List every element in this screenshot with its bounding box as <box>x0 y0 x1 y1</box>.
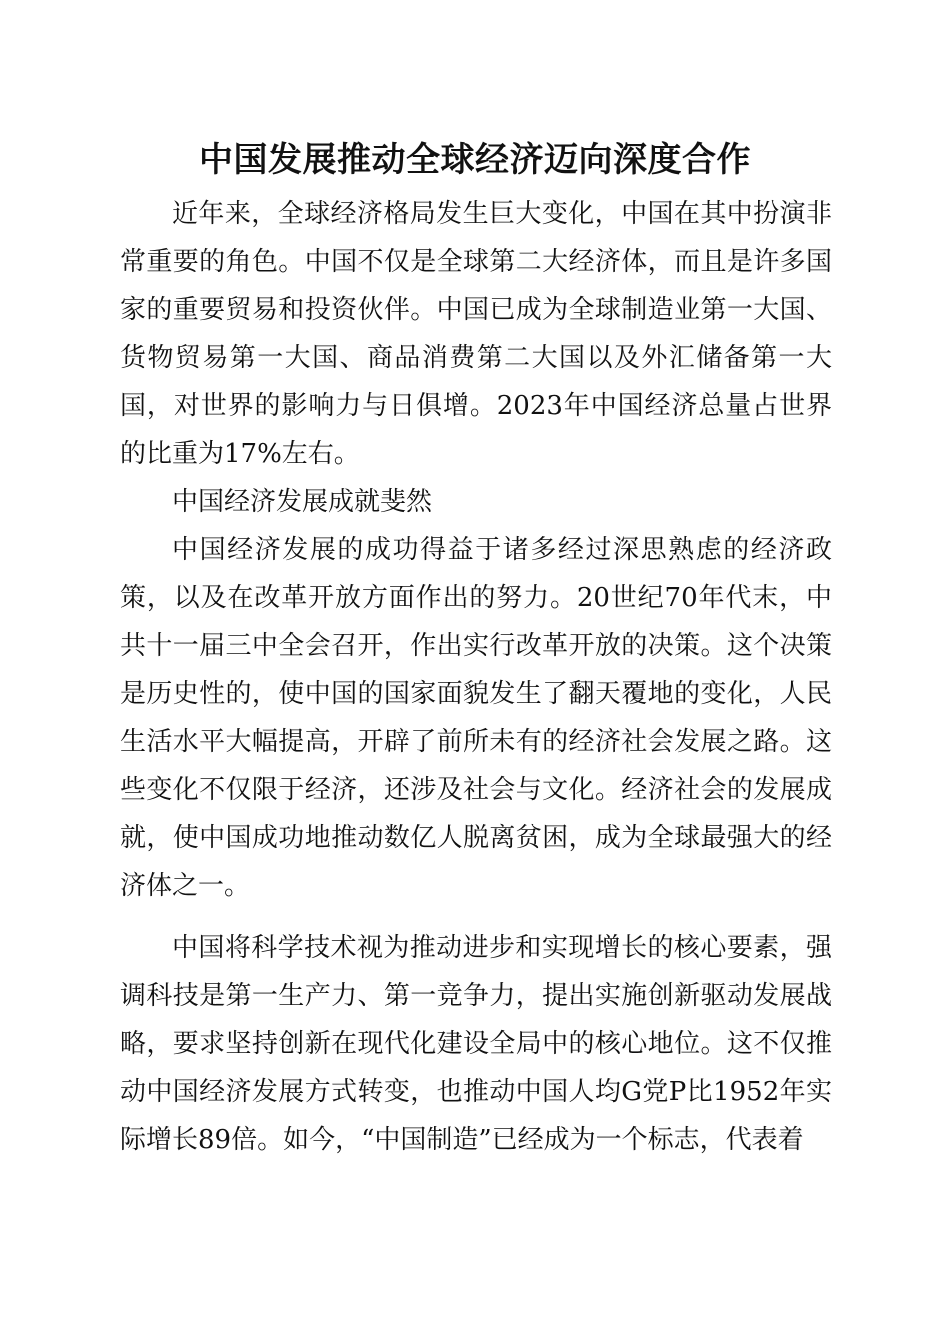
document-body <box>120 190 832 1164</box>
paragraph-reform: 中国经济发展的成功得益于诸多经过深思熟虑的经济政策，以及在改革开放方面作出的努力。20世纪70年代末，中共十一届三中全会召开，作出实行改革开放的决策。这个决策是历史性的，使中国的国家面貌发生了翻天覆地的变化，人民生活水平大幅提高，开辟了前所未有的经济社会发展之路。这些变化不仅限于经济，还涉及社会与文化。经济社会的发展成就，使中国成功地推动数亿人脱离贫困，成为全球最强大的经济体之一。 <box>120 535 832 901</box>
section-heading: 中国经济发展成就斐然 <box>172 487 433 517</box>
paragraph-technology: 中国将科学技术视为推动进步和实现增长的核心要素，强调科技是第一生产力、第一竞争力，提出实施创新驱动发展战略，要求坚持创新在现代化建设全局中的核心地位。这不仅推动中国经济发展方式转变，也推动中国人均G党P比1952年实际增长89倍。如今，“中国制造”已经成为一个标志，代表着 <box>120 933 832 1155</box>
document-title: 中国发展推动全球经济迈向深度合作 <box>199 140 751 180</box>
paragraph-intro: 近年来，全球经济格局发生巨大变化，中国在其中扮演非常重要的角色。中国不仅是全球第二大经济体，而且是许多国家的重要贸易和投资伙伴。中国已成为全球制造业第一大国、货物贸易第一大国、商品消费第二大国以及外汇储备第一大国，对世界的影响力与日俱增。2023年中国经济总量占世界的比重为17%左右。 <box>120 199 832 469</box>
